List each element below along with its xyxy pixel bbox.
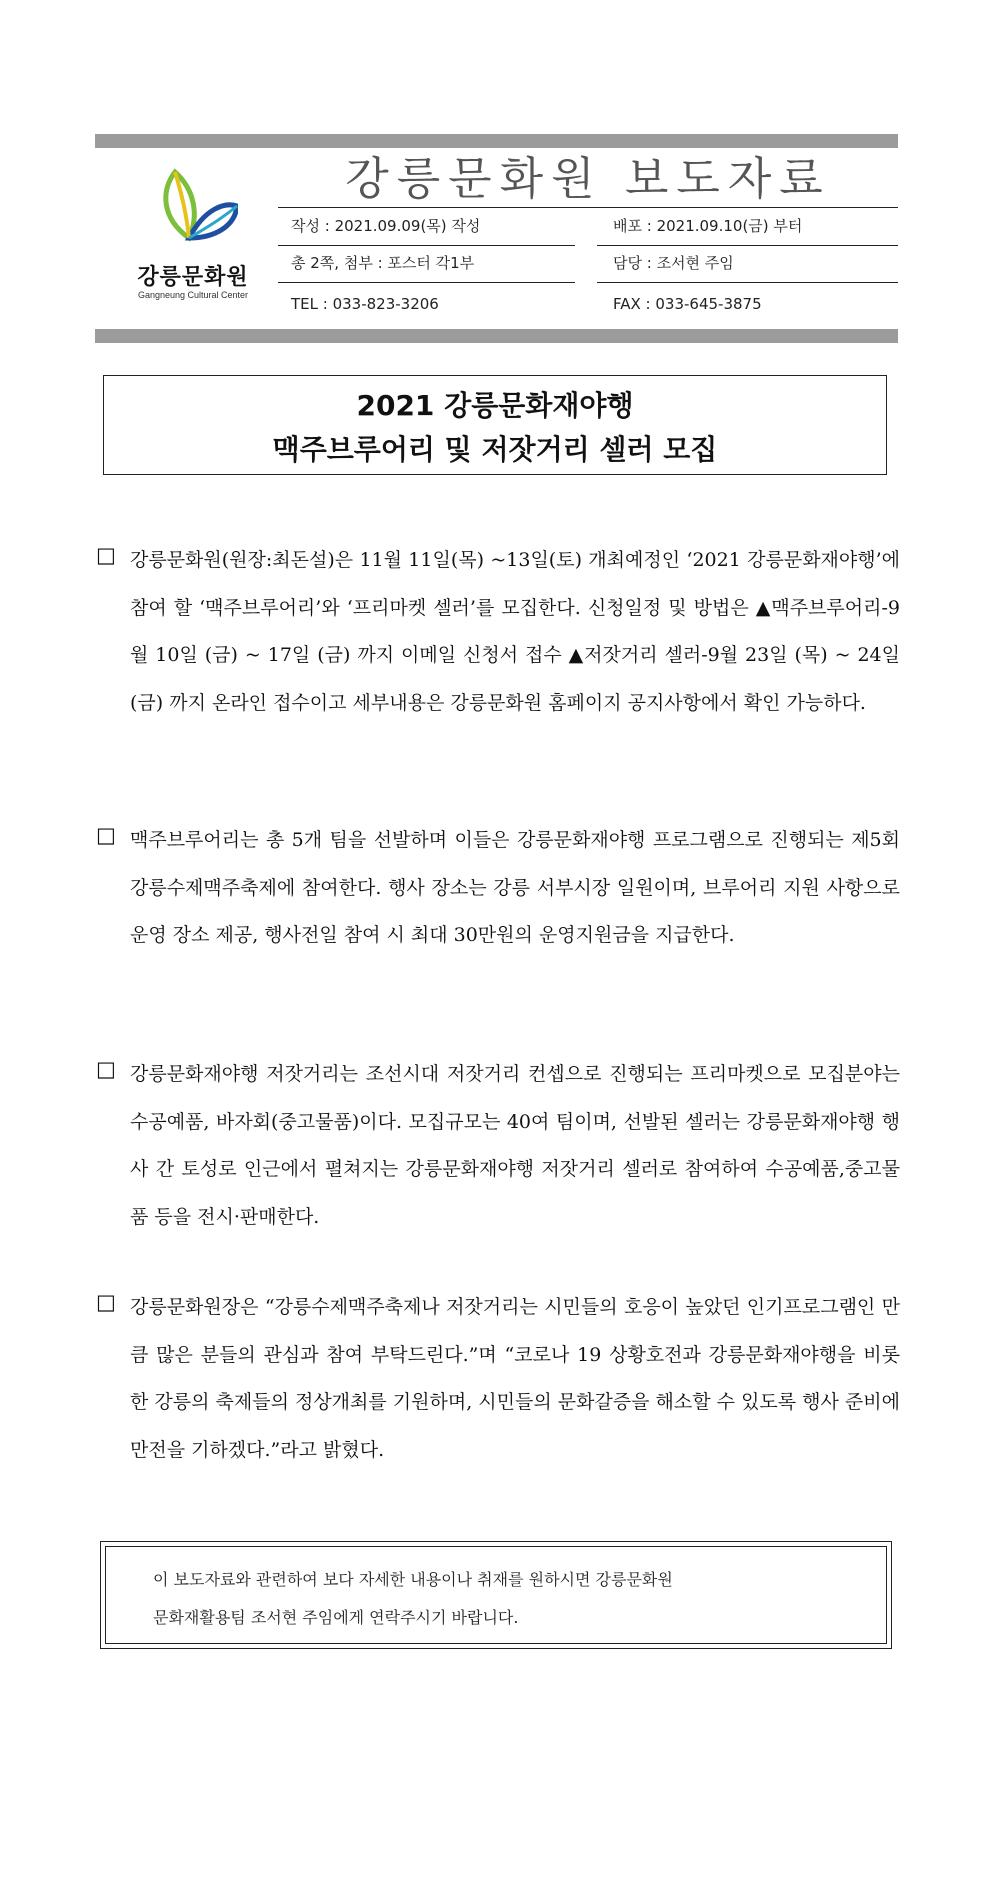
contact-person: 담당 : 조서현 주임 <box>613 254 734 272</box>
header-divider <box>597 282 898 283</box>
header-bottom-bar <box>95 329 898 343</box>
paragraph <box>96 1051 900 1241</box>
distribution-date: 배포 : 2021.09.10(금) 부터 <box>613 217 803 235</box>
contact-note-box <box>100 1541 892 1649</box>
press-release-title: 강릉문화원 보도자료 <box>345 152 831 205</box>
page-count: 총 2쪽, 첨부 : 포스터 각1부 <box>291 254 475 272</box>
header-divider <box>278 282 575 283</box>
header-divider <box>278 245 575 246</box>
paragraph <box>96 817 900 960</box>
checkbox-bullet-icon: □ <box>96 823 116 847</box>
telephone: TEL : 033-823-3206 <box>291 295 439 313</box>
paragraph <box>96 537 900 727</box>
contact-note-line-1: 이 보도자료와 관련하여 보다 자세한 내용이나 취재를 원하시면 강릉문화원 <box>153 1570 673 1589</box>
checkbox-bullet-icon: □ <box>96 1290 116 1314</box>
headline-line-2: 맥주브루어리 및 저잣거리 셀러 모집 <box>272 433 718 466</box>
organization-logo <box>128 168 268 308</box>
paragraph-text: 강릉문화원장은 “강릉수제맥주축제나 저잣거리는 시민들의 호응이 높았던 인기프로그램인 만큼 많은 분들의 관심과 참여 부탁드린다.”며 “코로나 19 상황호전과 강릉문화재야행을 비롯한 강릉의 축제들의 정상개최를 기원하며, 시민들의 문화갈증을 해소할 수 있도록 행사 준비에 만전을 기하겠다.”라고 밝혔다. <box>130 1296 900 1461</box>
headline-box <box>103 375 887 475</box>
logo-subtitle: Gangneung Cultural Center <box>137 290 249 300</box>
fax: FAX : 033-645-3875 <box>613 295 762 313</box>
paragraph-text: 맥주브루어리는 총 5개 팀을 선발하며 이들은 강릉문화재야행 프로그램으로 진행되는 제5회 강릉수제맥주축제에 참여한다. 행사 장소는 강릉 서부시장 일원이며, 브루어리 지원 사항으로 운영 장소 제공, 행사전일 참여 시 최대 30만원의 운영지원금을 지급한다. <box>130 829 900 946</box>
written-date: 작성 : 2021.09.09(목) 작성 <box>291 217 481 235</box>
header-divider <box>278 207 898 208</box>
checkbox-bullet-icon: □ <box>96 1057 116 1081</box>
paragraph <box>96 1284 900 1474</box>
paragraph-text: 강릉문화원(원장:최돈설)은 11월 11일(목) ~13일(토) 개최예정인 ‘2021 강릉문화재야행’에 참여 할 ‘맥주브루어리’와 ‘프리마켓 셀러’를 모집한다. 신청일정 및 방법은 ▲맥주브루어리-9월 10일 (금) ~ 17일 (금) 까지 이메일 신청서 접수 ▲저잣거리 셀러-9월 23일 (목) ~ 24일 (금) 까지 온라인 접수이고 세부내용은 강릉문화원 홈페이지 공지사항에서 확인 가능하다. <box>130 549 900 714</box>
header-divider <box>597 245 898 246</box>
headline-line-1: 2021 강릉문화재야행 <box>356 389 634 422</box>
paragraph-text: 강릉문화재야행 저잣거리는 조선시대 저잣거리 컨셉으로 진행되는 프리마켓으로 모집분야는 수공예품, 바자회(중고물품)이다. 모집규모는 40여 팀이며, 선발된 셀러는 강릉문화재야행 행사 간 토성로 인근에서 펼쳐지는 강릉문화재야행 저잣거리 셀러로 참여하여 수공예품,중고물품 등을 전시·판매한다. <box>130 1063 900 1228</box>
logo-name: 강릉문화원 <box>137 265 249 290</box>
checkbox-bullet-icon: □ <box>96 543 116 567</box>
leaf-logo-icon <box>153 168 238 250</box>
contact-note-line-2: 문화재활용팀 조서현 주임에게 연락주시기 바랍니다. <box>153 1608 519 1627</box>
contact-note-inner-border <box>105 1546 887 1644</box>
